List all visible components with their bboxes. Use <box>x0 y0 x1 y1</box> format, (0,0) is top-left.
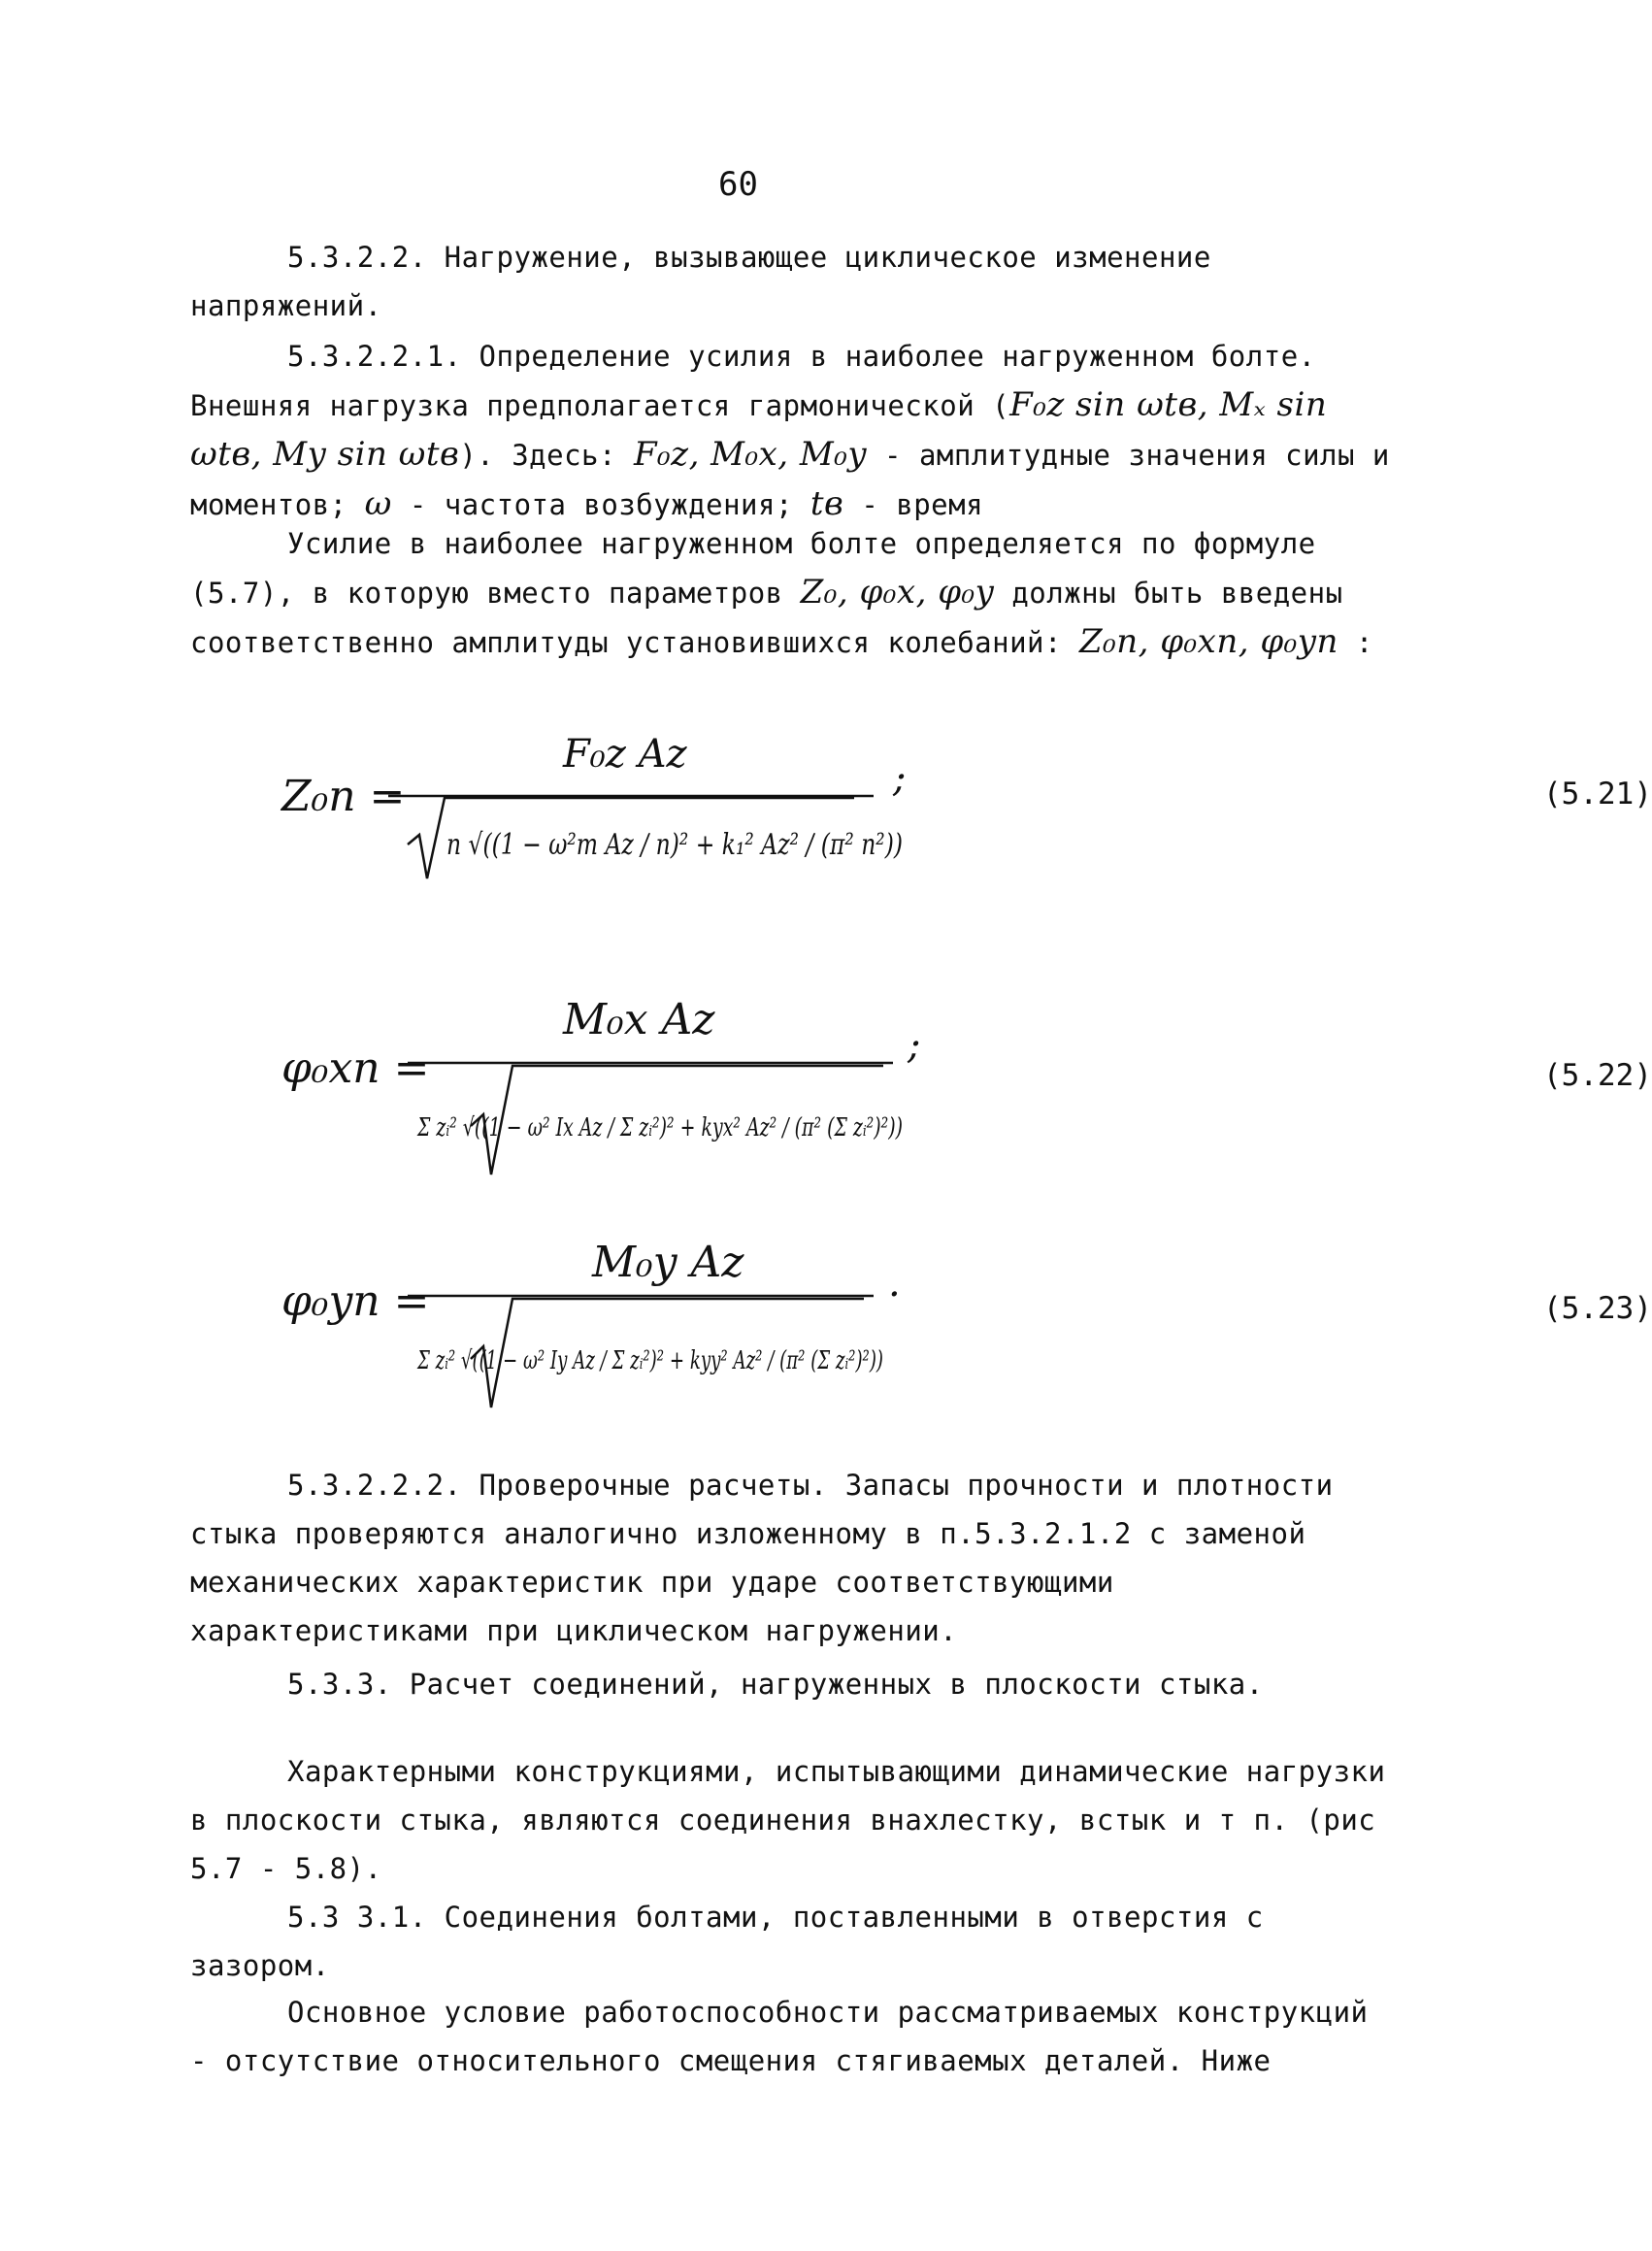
equation-5-23-formula <box>272 1238 951 1461</box>
paragraph-5-3-2-2-2: 5.3.2.2.2. Проверочные расчеты. Запасы прочности и плотности стыка проверяются аналогично изложенному в п.5.3.2.1.2 с заменой механических характеристик при ударе соответствующими характеристиками при циклическом нагружении. <box>190 1469 1351 1647</box>
equation-denominator: Σ zᵢ² √((1 − ω² Iy Az / Σ zᵢ²)² + kyy² Az² / (π² (Σ zᵢ²)²)) <box>416 1346 883 1375</box>
paragraph-force: Усилие в наиболее нагруженном болте определяется по формуле (5.7), в которую вместо параметров Z₀, φ₀x, φ₀y должны быть введены соответственно амплитуды установившихся колебаний: Z₀n, φ₀xn, φ₀yn : <box>190 527 1373 661</box>
equation-number: (5.22) <box>1543 1058 1652 1093</box>
equation-lhs: φ₀xn = <box>281 1043 430 1093</box>
equation-5-23 <box>272 1238 1652 1461</box>
inline-formula-params: Z₀, φ₀x, φ₀y <box>800 573 995 612</box>
paragraph-text-b: должны быть введены соответственно амплитуды установившихся колебаний: <box>190 577 1361 659</box>
paragraph-main-condition: Основное условие работоспособности рассматриваемых конструкций - отсутствие относительного смещения стягиваемых деталей. Ниже <box>190 1996 1386 2077</box>
equation-number: (5.23) <box>1543 1291 1652 1326</box>
inline-formula-time: tв <box>809 484 844 523</box>
equation-tail: ; <box>893 756 907 801</box>
paragraph-text-d: - частота возбуждения; <box>409 488 793 521</box>
page-number: 60 <box>718 165 758 204</box>
inline-formula-omega: ω <box>364 484 392 523</box>
inline-formula-amplitudes-n: Z₀n, φ₀xn, φ₀yn <box>1078 622 1338 661</box>
section-heading-5-3-3-1: 5.3 3.1. Соединения болтами, поставленными в отверстия с зазором. <box>190 1901 1281 1982</box>
equation-5-21 <box>272 718 1652 912</box>
paragraph-text-a: Усилие в наиболее нагруженном болте определяется по формуле (5.7), в которую вместо параметров <box>190 527 1334 610</box>
paragraph-text-a: 5.3.2.2.1. Определение усилия в наиболее нагруженном болте. Внешняя нагрузка предполагается гармонической ( <box>190 340 1334 422</box>
equation-denominator: n √((1 − ω²m Az / n)² + k₁² Az² / (π² n²)) <box>446 828 903 862</box>
paragraph-5-3-2-2-1 <box>190 332 1407 529</box>
equation-5-22-formula <box>272 980 951 1223</box>
equation-5-21-formula <box>272 718 951 912</box>
equation-numerator: F₀z Az <box>563 732 687 777</box>
equation-lhs: φ₀yn = <box>281 1276 430 1326</box>
equation-number: (5.21) <box>1543 777 1652 811</box>
inline-formula-amplitudes: F₀z, M₀x, M₀y <box>633 435 868 474</box>
equation-tail: . <box>888 1261 901 1306</box>
paragraph-constructions: Характерными конструкциями, испытывающими динамические нагрузки в плоскости стыка, являются соединения внахлестку, встык и т п. (рис 5.7 - 5.8). <box>190 1755 1404 1885</box>
paragraph-text-c: - амплитудные значения силы и моментов; <box>190 439 1407 521</box>
section-heading-5-3-3: 5.3.3. Расчет соединений, нагруженных в плоскости стыка. <box>287 1668 1264 1701</box>
equation-lhs: Z₀n = <box>281 772 406 821</box>
equation-5-22 <box>272 980 1652 1223</box>
equation-numerator: M₀x Az <box>563 995 715 1044</box>
equation-tail: ; <box>908 1023 921 1068</box>
paragraph-text-b: ). Здесь: <box>459 439 616 472</box>
section-heading-5-3-2-2: 5.3.2.2. Нагружение, вызывающее циклическое изменение напряжений. <box>190 241 1229 322</box>
paragraph-text-e: - время <box>861 488 984 521</box>
equation-numerator: M₀y Az <box>592 1238 744 1287</box>
equation-denominator: Σ zᵢ² √((1 − ω² Ix Az / Σ zᵢ²)² + kyx² Az² / (π² (Σ zᵢ²)²)) <box>416 1113 903 1142</box>
inline-formula-load: F₀z sin ωtв, Mₓ sin ωtв, My sin ωtв <box>190 385 1338 474</box>
